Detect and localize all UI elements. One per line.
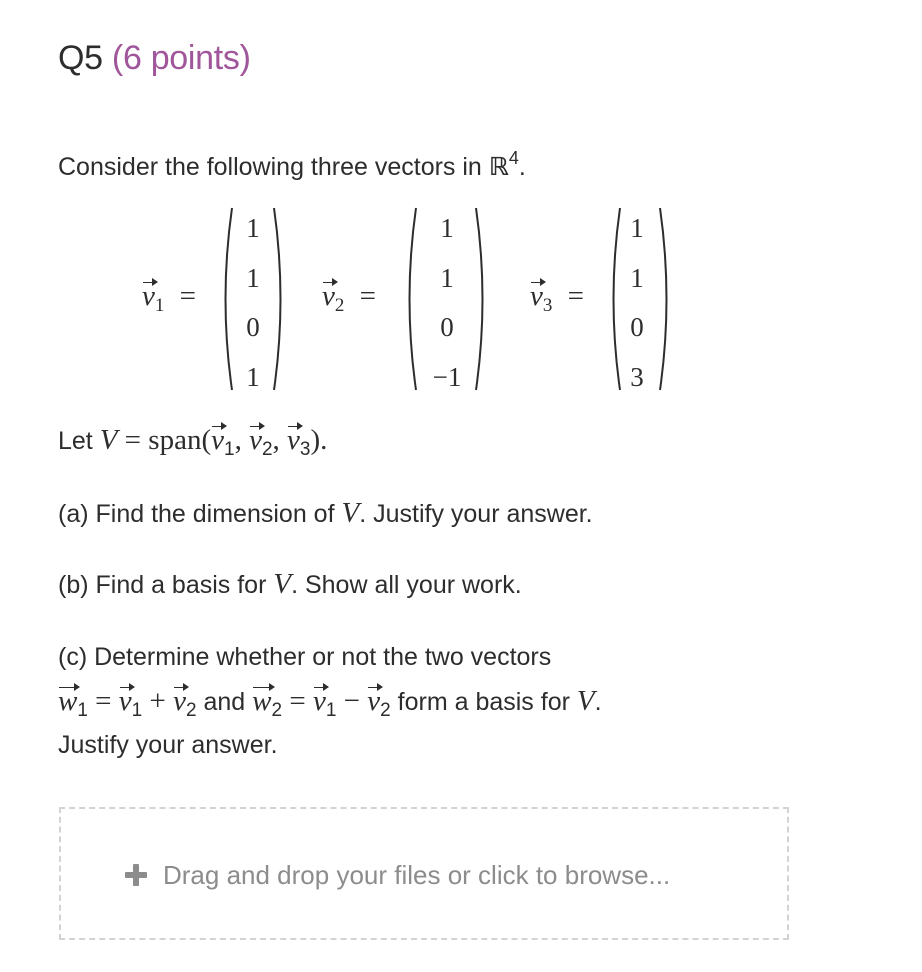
intro-suffix: . [518,153,526,181]
vector-subscript: 2 [271,700,283,721]
vector-entry: 0 [630,312,644,342]
vector-symbol: w [58,685,78,717]
equals-sign: = [117,424,149,456]
vector-entry: 1 [246,262,260,293]
part-a [58,497,593,530]
vector-subscript: 3 [542,295,553,316]
vector-subscript: 1 [131,700,143,721]
space-V: V [99,424,118,456]
vector-symbol: v [142,280,155,312]
upload-label: Drag and drop your files or click to browse... [163,860,671,890]
and-text: and [196,688,253,716]
vector-entry: 1 [440,213,454,243]
question-number: Q5 [58,39,103,77]
comma: , [234,424,250,456]
let-line [58,424,327,466]
vector-symbol: w [252,685,272,717]
equals-sign: = [567,280,584,312]
part-b-prefix: (b) Find a basis for [58,571,274,599]
left-paren [402,206,418,392]
vector-symbol: v [173,685,186,717]
vector-entry: 1 [630,213,644,243]
vector-symbol: v [211,424,224,456]
vector-entry: 0 [246,312,260,342]
plus-icon [125,864,147,886]
equals-sign: = [179,280,196,312]
vector-entries [418,210,476,408]
vector-entry: 1 [246,361,260,392]
vector-subscript: 3 [299,439,311,460]
vector-label [530,280,584,317]
part-c-line3: Justify your answer. [58,731,278,759]
span-open: span( [148,424,212,456]
form-basis-text: form a basis for [390,688,577,716]
vector-symbol: v [287,424,300,456]
vector-subscript: 2 [380,700,391,721]
vector-subscript: 2 [261,439,273,460]
vector-subscript: 1 [223,439,235,460]
space-V: V [576,685,595,717]
part-c-line2 [58,685,602,727]
intro-prefix: Consider the following three vectors in [58,153,489,181]
vector-entry: 3 [630,361,644,392]
minus-sign: − [336,685,368,717]
question-points: (6 points) [111,39,251,77]
right-paren [474,206,490,392]
period: . [594,688,602,716]
question-title [58,38,251,78]
vector-entry: 1 [246,213,260,243]
part-a-prefix: (a) Find the dimension of [58,500,342,528]
space-exponent: 4 [508,148,519,168]
vector-entries [614,210,660,408]
space-V: V [273,568,292,600]
vector-symbol: v [322,280,335,312]
vector-subscript: 1 [154,295,165,316]
right-paren [658,206,674,392]
vector-subscript: 2 [185,700,197,721]
equals-sign: = [359,280,376,312]
comma: , [272,424,288,456]
space-V: V [341,497,360,529]
vector-symbol: v [367,685,381,717]
vector-entry: −1 [432,361,462,392]
vector-subscript: 1 [325,700,337,721]
real-space-symbol: ℝ [488,152,509,181]
vector-symbol: v [312,685,326,717]
vector-subscript: 1 [77,700,88,721]
part-a-suffix: . Justify your answer. [359,500,593,528]
vector-entries [230,210,276,408]
vector-entry: 0 [440,312,454,342]
equals-sign: = [87,685,119,717]
span-close: ). [310,424,328,456]
part-b [58,568,522,601]
part-c-line1: (c) Determine whether or not the two vectors [58,643,552,671]
equals-sign: = [282,685,313,717]
vector-subscript: 2 [334,295,345,316]
intro-text [58,142,526,183]
vector-label [322,280,376,317]
upload-prompt[interactable] [125,859,670,891]
vector-symbol: v [249,424,262,456]
vector-entry: 1 [440,262,454,293]
file-upload-dropzone[interactable] [59,807,789,940]
right-paren [272,206,288,392]
part-b-suffix: . Show all your work. [291,571,522,599]
vector-symbol: v [530,280,543,312]
vector-symbol: v [118,685,132,717]
vector-label [142,280,196,317]
let-prefix: Let [58,427,100,455]
plus-sign: + [142,685,174,717]
vector-entry: 1 [630,262,644,293]
